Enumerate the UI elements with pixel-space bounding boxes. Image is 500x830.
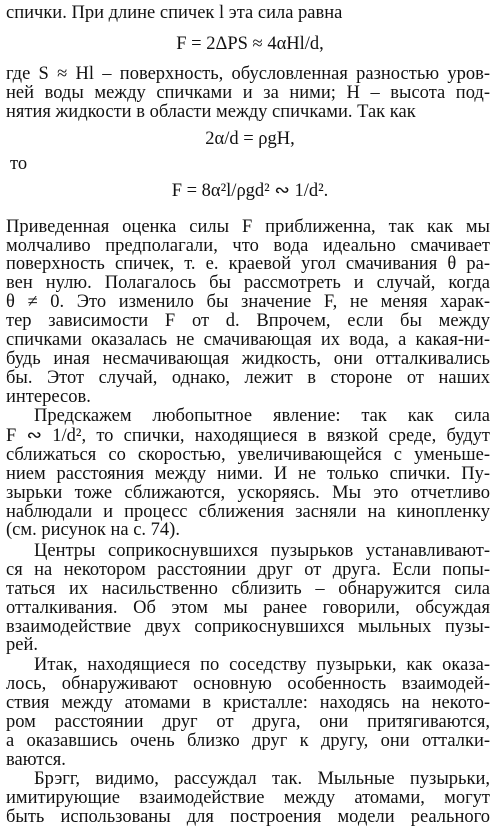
paragraph-line: ваются. (6, 749, 66, 770)
text-line: спички. При длине спичек l эта сила равна (6, 2, 343, 23)
text-line: где S ≈ Hl – поверхность, обусловленная разностью уров- (6, 63, 490, 84)
paragraph-line: поверхность спичек, т. е. краевой угол смачивания θ ра- (6, 254, 490, 275)
paragraph-line: нием расстояния между ними. И не только спички. Пу- (6, 463, 490, 484)
paragraph-line: будь иная несмачивающая жидкость, они отталкивались (6, 348, 490, 369)
paragraph-line: сближаться со скоростью, увеличивающейся с уменьше- (6, 444, 490, 465)
paragraph-line: ствия между атомами в кристалле: находясь на некото- (6, 692, 490, 713)
paragraph-line: Брэгг, видимо, рассуждал так. Мыльные пузырьки, (34, 769, 490, 790)
paragraph-line: (см. рисунок на с. 74). (6, 520, 180, 541)
paragraph-line: тер зависимости F от d. Впрочем, если бы между (6, 311, 490, 331)
paragraph-line: Центры соприкоснувшихся пузырьков устанавливают- (34, 541, 490, 561)
paragraph-line: Итак, находящиеся по соседству пузырьки, как оказа- (34, 655, 490, 676)
paragraph-line: ром расстоянии друг от друга, они притягиваются, (6, 711, 490, 732)
paragraph-line: F ∾ 1/d², то спички, находящиеся в вязкой среде, будут (6, 426, 490, 446)
paragraph-line: бы. Этот случай, однако, лежит в стороне от наших (6, 367, 490, 388)
paragraph-line: рей. (6, 635, 38, 656)
paragraph-line: взаимодействие двух соприкоснувшихся мыльных пузы- (6, 616, 490, 637)
paragraph-line: θ ≠ 0. Это изменило бы значение F, не меняя харак- (6, 292, 490, 313)
text-line: нятия жидкости в области между спичками. Так как (6, 101, 416, 122)
paragraph-line: лось, обнаруживают основную особенность взаимодей- (6, 674, 490, 694)
paragraph-line: интересов. (6, 386, 91, 407)
formula-result: F = 8α²l/ρgd² ∾ 1/d². (171, 180, 329, 201)
paragraph-line: ся на некотором расстоянии друг от друга. Если попы- (6, 559, 490, 580)
paragraph-line: спичками оказалась не смачивающая их вода, а какая-ни- (6, 329, 490, 350)
paragraph-line: быть использованы для построения модели реального (6, 807, 490, 827)
paragraph-line: вен нулю. Полагалось бы рассмотреть и случай, когда (6, 273, 490, 294)
formula-capillary: 2α/d = ρgH, (205, 128, 295, 149)
paragraph-line: имитирующие взаимодействие между атомами, могут (6, 788, 490, 809)
paragraph-line: зырьки тоже сближаются, ускоряясь. Мы это отчетливо (6, 482, 490, 503)
text-line: то (10, 153, 28, 174)
paragraph-line: Приведенная оценка силы F приближенна, так как мы (6, 216, 490, 237)
paragraph-line: таться их насильственно сблизить – обнаружится сила (6, 578, 490, 599)
formula-force: F = 2ΔPS ≈ 4αHl/d, (176, 34, 324, 55)
paragraph-line: а оказавшись очень близко друг к другу, они отталки- (6, 730, 490, 751)
paragraph-line: отталкивания. Об этом мы ранее говорили, обсуждая (6, 597, 490, 618)
paragraph-line: Предскажем любопытное явление: так как сила (34, 406, 490, 427)
text-line: ней воды между спичками и за ними; H – высота под- (6, 82, 490, 103)
paragraph-line: наблюдали и процесс сближения засняли на кинопленку (6, 501, 490, 522)
paragraph-line: молчаливо предполагали, что вода идеально смачивает (6, 235, 490, 256)
